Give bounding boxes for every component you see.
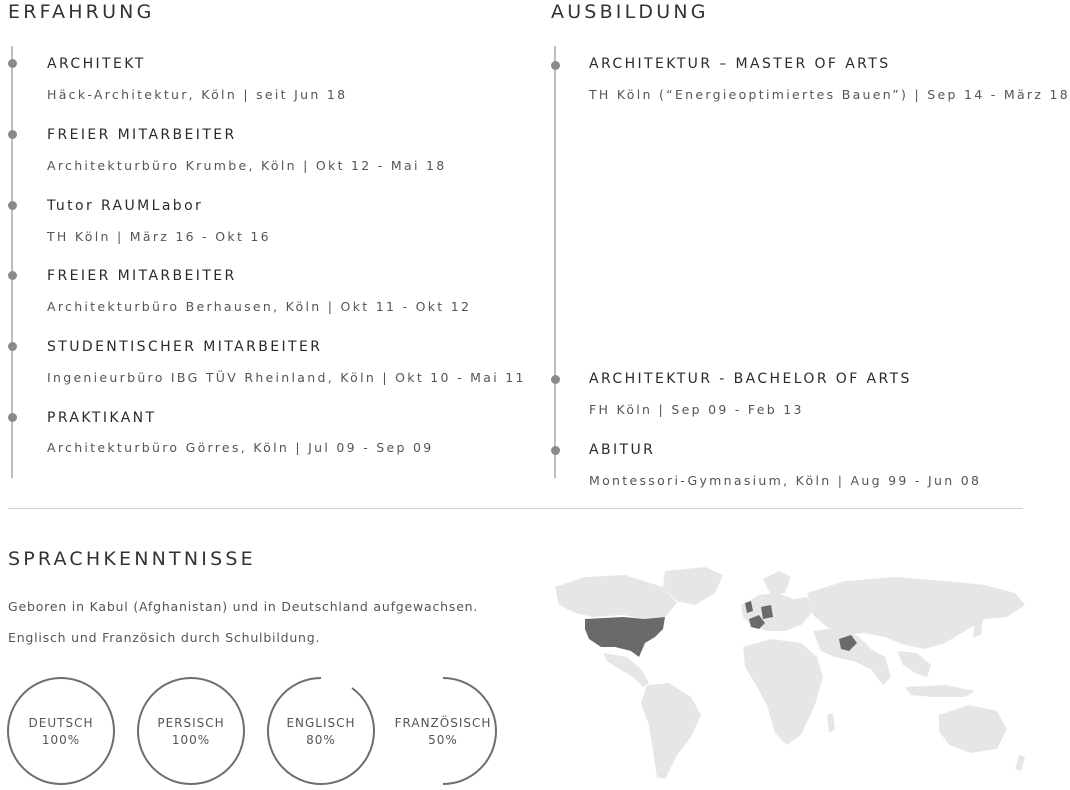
skill-ring-arc	[268, 678, 374, 784]
skill-ring-arc	[443, 678, 496, 784]
experience-details: Architekturbüro Berhausen, Köln | Okt 11 - Okt 12	[47, 299, 472, 314]
experience-details: Ingenieurbüro IBG TÜV Rheinland, Köln | Okt 10 - Mai 11	[47, 370, 526, 385]
timeline-dot	[8, 413, 17, 422]
skill-ring	[388, 676, 498, 786]
experience-heading: ERFAHRUNG	[8, 1, 155, 23]
experience-title: Tutor RAUMLabor	[47, 198, 204, 214]
skill-ring	[6, 676, 116, 786]
experience-title: PRAKTIKANT	[47, 410, 157, 426]
skill-percent: 50%	[428, 733, 458, 747]
language-skill	[136, 676, 246, 786]
education-title: ARCHITEKTUR – MASTER OF ARTS	[589, 56, 891, 72]
languages-heading: SPRACHKENNTNISSE	[8, 548, 256, 570]
skill-percent: 100%	[41, 733, 81, 747]
skill-name: PERSISCH	[157, 716, 225, 730]
experience-details: Architekturbüro Görres, Köln | Jul 09 - Sep 09	[47, 440, 434, 455]
timeline-dot	[551, 375, 560, 384]
education-details: Montessori-Gymnasium, Köln | Aug 99 - Jun 08	[589, 473, 982, 488]
experience-details: TH Köln | März 16 - Okt 16	[47, 229, 271, 244]
timeline-dot	[551, 446, 560, 455]
education-heading: AUSBILDUNG	[551, 1, 709, 23]
education-details: TH Köln (“Energieoptimiertes Bauen”) | Sep 14 - März 18	[589, 87, 1070, 102]
experience-title: STUDENTISCHER MITARBEITER	[47, 339, 323, 355]
timeline-dot	[8, 59, 17, 68]
skill-ring	[136, 676, 246, 786]
skill-ring-arc	[138, 678, 244, 784]
experience-details: Architekturbüro Krumbe, Köln | Okt 12 - Mai 18	[47, 158, 447, 173]
timeline-dot	[8, 342, 17, 351]
language-skill	[6, 676, 116, 786]
map-land	[555, 567, 1025, 779]
education-details: FH Köln | Sep 09 - Feb 13	[589, 402, 804, 417]
world-map	[545, 565, 1045, 787]
experience-title: ARCHITEKT	[47, 56, 146, 72]
experience-details: Häck-Architektur, Köln | seit Jun 18	[47, 87, 348, 102]
languages-note-school: Englisch und Französich durch Schulbildung.	[8, 630, 321, 645]
skill-name: ENGLISCH	[286, 716, 356, 730]
languages-note-origin: Geboren in Kabul (Afghanistan) und in Deutschland aufgewachsen.	[8, 599, 479, 614]
skill-ring	[266, 676, 376, 786]
education-title: ARCHITEKTUR - BACHELOR OF ARTS	[589, 371, 912, 387]
skill-percent: 80%	[306, 733, 336, 747]
timeline-dot	[8, 271, 17, 280]
timeline-dot	[8, 201, 17, 210]
section-divider	[8, 508, 1023, 509]
timeline-dot	[551, 61, 560, 70]
language-skill	[266, 676, 376, 786]
skill-percent: 100%	[171, 733, 211, 747]
experience-title: FREIER MITARBEITER	[47, 127, 237, 143]
education-title: ABITUR	[589, 442, 656, 458]
language-skill	[388, 676, 498, 786]
skill-name: DEUTSCH	[28, 716, 94, 730]
education-timeline-line	[554, 46, 556, 478]
timeline-dot	[8, 130, 17, 139]
skill-name: FRANZÖSISCH	[394, 716, 492, 730]
skill-ring-arc	[8, 678, 114, 784]
experience-title: FREIER MITARBEITER	[47, 268, 237, 284]
